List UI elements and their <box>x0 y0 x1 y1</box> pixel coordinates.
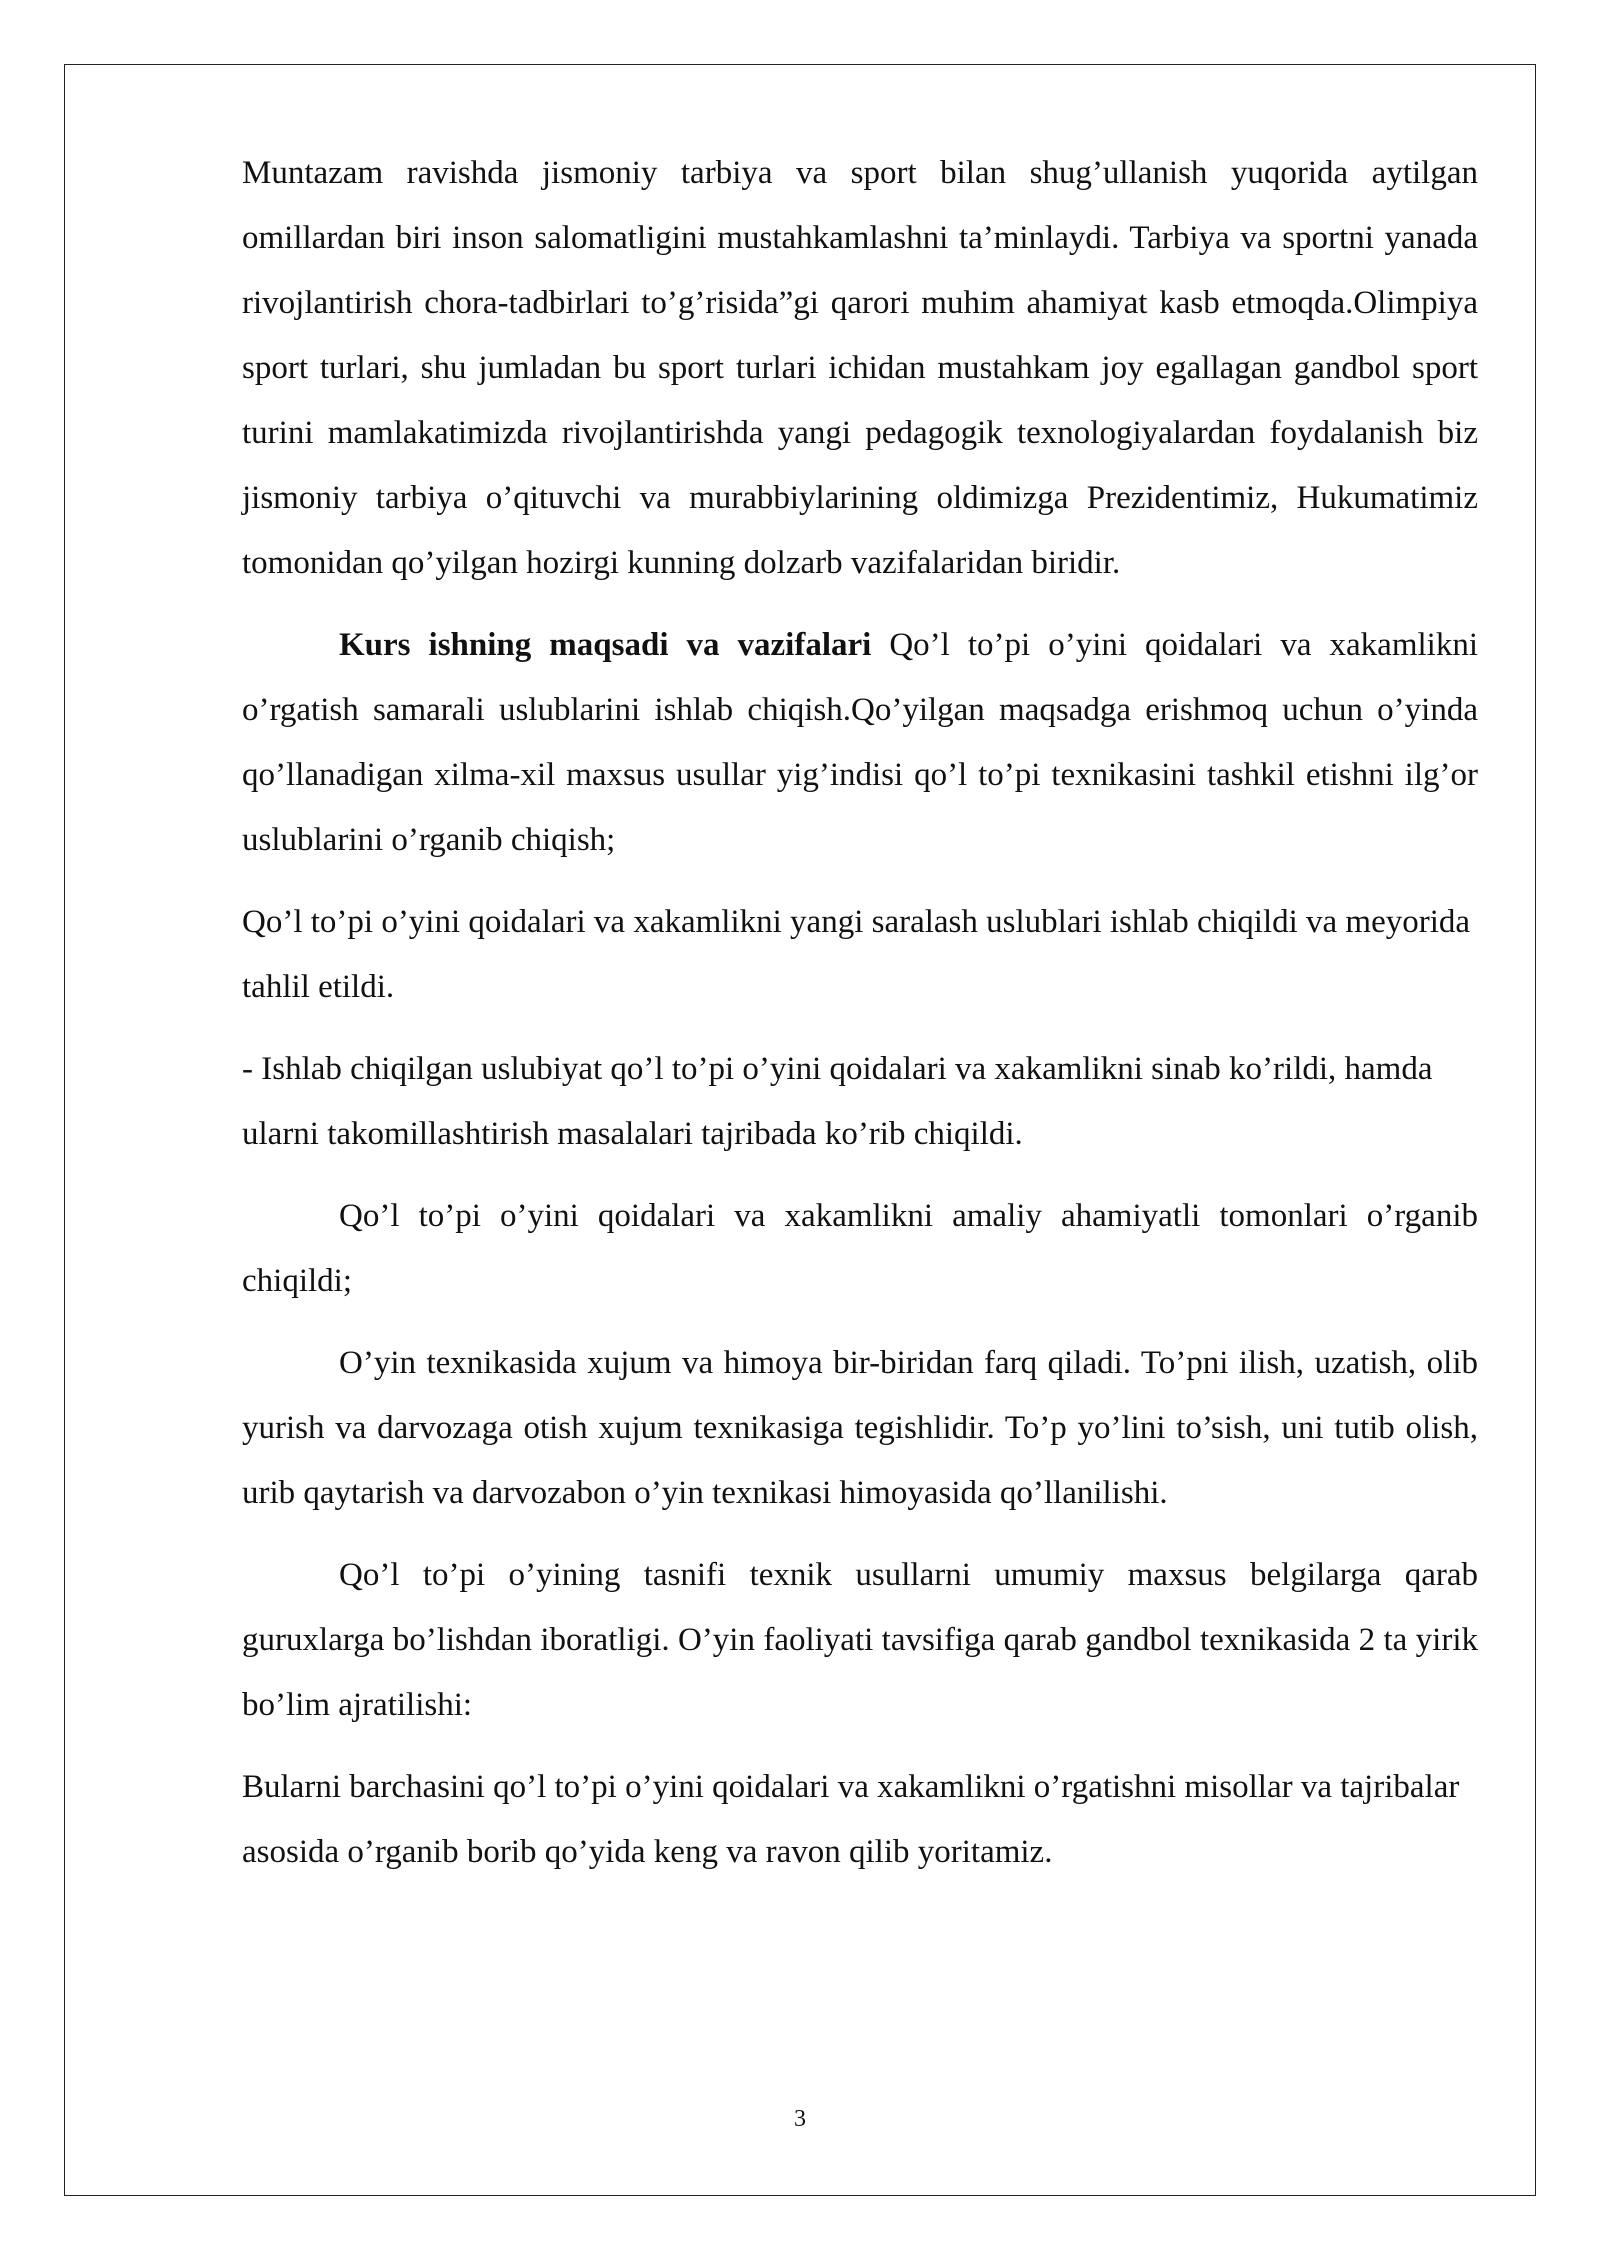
paragraph-selection-methods: Qo’l to’pi o’yini qoidalari va xakamlikni yangi saralash uslublari ishlab chiqildi va meyorida tahlil etildi. <box>242 904 1471 1005</box>
course-goals-text: Qo’l to’pi o’yini qoidalari va xakamlikni o’rgatish samarali uslublarini ishlab chiqish.Qo’yilgan maqsadga erishmoq uchun o’yinda qo’llanadigan xilma-xil maxsus usullar yig’indisi qo’l to’pi texnikasini tashkil etishni ilg’or uslublarini o’rganib chiqish; <box>242 627 1478 858</box>
paragraph-course-goals <box>242 613 1478 873</box>
paragraph-attack-defense: O’yin texnikasida xujum va himoya bir-biridan farq qiladi. To’pni ilish, uzatish, olib yurish va darvozaga otish xujum texnikasiga tegishlidir. To’p yo’lini to’sish, uni tutib olish, urib qaytarish va darvozabon o’yin texnikasi himoyasida qo’llanilishi. <box>242 1345 1478 1511</box>
paragraph-practical-aspects: Qo’l to’pi o’yini qoidalari va xakamlikni amaliy ahamiyatli tomonlari o’rganib chiqildi; <box>242 1198 1478 1299</box>
page-number: 3 <box>794 2106 806 2132</box>
paragraph-conclusion: Bularni barchasini qo’l to’pi o’yini qoidalari va xakamlikni o’rgatishni misollar va tajribalar asosida o’rganib borib qo’yida keng va ravon qilib yoritamiz. <box>242 1769 1460 1870</box>
course-goals-heading: Kurs ishning maqsadi va vazifalari <box>339 627 872 663</box>
document-body <box>242 141 1478 1902</box>
paragraph-methodology-tested: - Ishlab chiqilgan uslubiyat qo’l to’pi o’yini qoidalari va xakamlikni sinab ko’rildi, hamda ularni takomillashtirish masalalari tajribada ko’rib chiqildi. <box>242 1051 1433 1152</box>
paragraph-classification: Qo’l to’pi o’yining tasnifi texnik usullarni umumiy maxsus belgilarga qarab guruxlarga bo’lishdan iboratligi. O’yin faoliyati tavsifiga qarab gandbol texnikasida 2 ta yirik bo’lim ajratilishi: <box>242 1557 1478 1723</box>
paragraph-intro: Muntazam ravishda jismoniy tarbiya va sport bilan shug’ullanish yuqorida aytilgan omillardan biri inson salomatligini mustahkamlashni ta’minlaydi. Tarbiya va sportni yanada rivojlantirish chora-tadbirlari to’g’risida”gi qarori muhim ahamiyat kasb etmoqda.Olimpiya sport turlari, shu jumladan bu sport turlari ichidan mustahkam joy egallagan gandbol sport turini mamlakatimizda rivojlantirishda yangi pedagogik texnologiyalardan foydalanish biz jismoniy tarbiya o’qituvchi va murabbiylarining oldimizga Prezidentimiz, Hukumatimiz tomonidan qo’yilgan hozirgi kunning dolzarb vazifalaridan biridir. <box>242 155 1478 581</box>
